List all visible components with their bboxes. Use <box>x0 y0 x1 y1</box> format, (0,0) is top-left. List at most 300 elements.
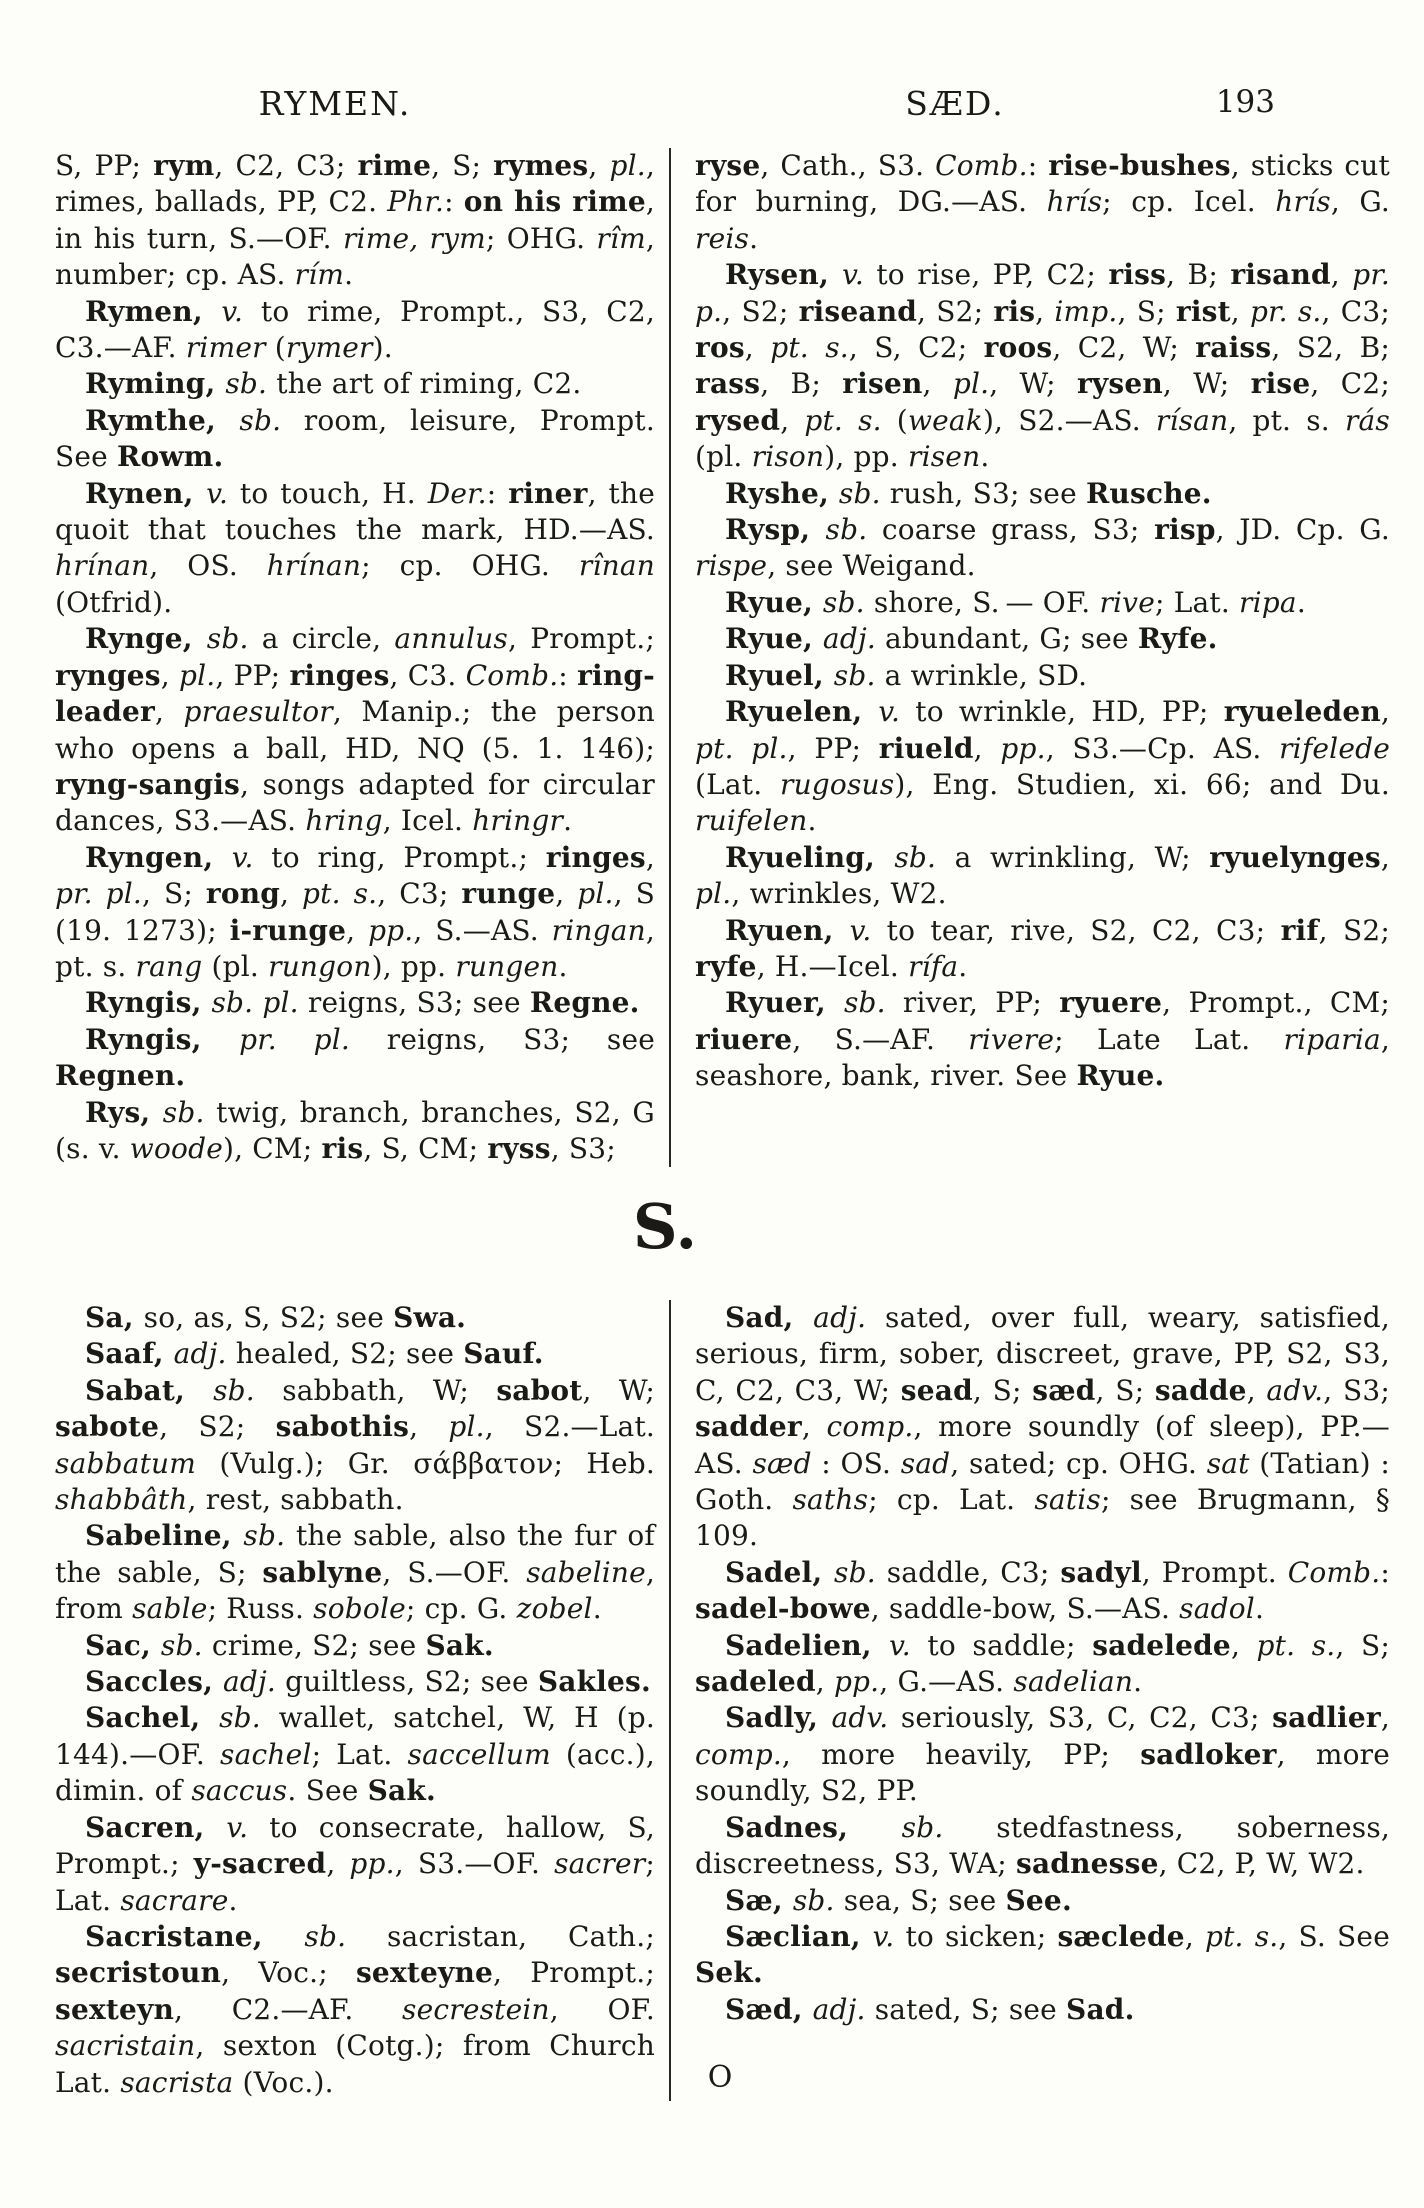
text-run: , H.—Icel. <box>756 949 909 983</box>
text-run: , <box>160 658 179 692</box>
bold-run: rong <box>205 877 281 911</box>
text-run: ), pp. <box>824 440 908 474</box>
italic-run: sacristain <box>55 2029 196 2063</box>
text-run: , <box>922 367 953 401</box>
text-run: to wrinkle, HD, PP; <box>900 695 1224 729</box>
bold-run: rise <box>1250 367 1311 401</box>
italic-run: pr. p. <box>695 258 1390 328</box>
italic-run: imp. <box>1054 294 1118 328</box>
bold-run: Sac, <box>85 1628 161 1662</box>
entry-saeclian <box>695 1919 1390 1992</box>
text-run: , number; cp. AS. <box>55 221 655 292</box>
text-run: , pt. s. <box>55 913 656 983</box>
bold-run: Sak. <box>367 1774 436 1808</box>
text-run: , <box>280 877 303 911</box>
text-run: , S2; <box>1318 913 1390 947</box>
italic-run: praesultor <box>183 695 333 729</box>
text-run: ; OHG. <box>485 221 597 255</box>
entry-sad <box>695 1300 1390 1555</box>
bold-run: ryfe <box>695 949 757 983</box>
italic-run: pp. <box>1000 731 1046 765</box>
italic-run: v. <box>842 258 864 292</box>
bold-run: See. <box>1005 1883 1072 1917</box>
text-run: wallet, satchel, W, H (p. 144).—OF. <box>55 1701 655 1771</box>
section-s-entries <box>55 1300 1390 2101</box>
bold-run: sadloker <box>1140 1737 1277 1771</box>
bold-run: rise-bushes <box>1048 149 1231 182</box>
entry-saccles <box>55 1664 655 1700</box>
entry-ryngen <box>55 840 655 986</box>
italic-run: pr. pl. <box>239 1022 351 1056</box>
italic-run: pt. s. <box>770 331 849 365</box>
text-run: , S; <box>1335 1628 1391 1662</box>
text-run: : <box>558 658 578 692</box>
bold-run: Sad, <box>725 1301 814 1334</box>
italic-run: rispe <box>695 549 768 583</box>
bold-run: Ryming, <box>85 367 226 401</box>
bold-run: i-runge <box>229 913 347 947</box>
section-letter-heading: S. <box>632 1190 698 1263</box>
text-run: , more heavily, PP; <box>781 1737 1141 1771</box>
text-run: abundant, G; see <box>875 622 1138 656</box>
text-run: sated, S; see <box>865 1992 1067 2026</box>
bold-run: sexteyne <box>355 1956 494 1990</box>
bold-run: sadeled <box>695 1665 816 1699</box>
italic-run: v. <box>889 1628 911 1662</box>
text-run: stedfastness, soberness, discreetness, S3, WA; <box>695 1810 1390 1881</box>
text-run: (acc.), dimin. of <box>55 1737 655 1808</box>
text-run: . <box>558 949 568 983</box>
text-run: , songs adapted for circular dances, S3.—AS. <box>55 767 655 838</box>
entry-rynge <box>55 621 655 839</box>
entry-rysen <box>695 257 1390 475</box>
entry-ryueling <box>695 840 1390 913</box>
text-run: (Otfrid). <box>55 585 173 619</box>
text-run: , Manip.; the person who opens a ball, HD, NQ (5. 1. 146); <box>55 695 655 765</box>
italic-run: pt. s. <box>302 877 378 911</box>
italic-run: hringr <box>472 804 564 838</box>
top-left-column <box>55 148 669 1167</box>
text-run: ; see Brugmann, § 109. <box>695 1483 1390 1553</box>
text-run: , C2, P, W, W2. <box>1158 1847 1365 1881</box>
text-run: ), S2.—AS. <box>982 403 1156 437</box>
italic-run: sat <box>1206 1446 1250 1480</box>
text-run: , <box>409 1410 449 1444</box>
text-run: , PP; <box>215 658 290 692</box>
text-run: ; cp. OHG. <box>361 549 579 583</box>
bold-run: sabot <box>496 1373 583 1407</box>
text-run: crime, S2; see <box>202 1628 426 1662</box>
italic-run: Der. <box>427 476 487 510</box>
text-run: , W; <box>1162 367 1251 401</box>
text-run: , S. See <box>1278 1919 1390 1953</box>
entry-ryngis-sb <box>55 985 655 1021</box>
text-run: , C2; <box>1310 367 1391 401</box>
text-run: ( <box>881 403 908 437</box>
text-run: , JD. Cp. G. <box>1215 513 1390 547</box>
bold-run: Swa. <box>393 1301 467 1334</box>
text-run: (Voc.). <box>233 2065 334 2099</box>
text-run: , B; <box>760 367 843 401</box>
italic-run: adj. <box>222 1665 276 1699</box>
bold-run: Rymen, <box>85 294 222 328</box>
bold-run: Ryuer, <box>725 986 844 1020</box>
italic-run: v. <box>878 695 901 729</box>
text-run: , S3.—Cp. AS. <box>1045 731 1280 765</box>
italic-run: zobel <box>516 1592 593 1626</box>
italic-run: sacrer <box>554 1847 646 1881</box>
entry-ryue-sb <box>695 585 1390 621</box>
bold-run: Ryuen, <box>725 913 850 947</box>
text-run: , from <box>55 1555 655 1626</box>
bold-run: ris <box>321 1131 364 1165</box>
bold-run: sadyl <box>1060 1555 1142 1589</box>
text-run: , seashore, bank, river. See <box>695 1022 1390 1093</box>
bold-run: risp <box>1154 513 1216 547</box>
entry-sachel <box>55 1700 655 1809</box>
text-run: , C2, C3; <box>214 149 358 182</box>
bold-run: Ryngis, <box>85 1022 240 1056</box>
bold-run: riuere <box>695 1022 793 1056</box>
italic-run: v. <box>872 1919 895 1953</box>
bold-run: rime <box>357 149 432 182</box>
text-run: : <box>444 185 464 219</box>
text-run: , see Weigand. <box>767 549 976 583</box>
bold-run: Ryshe, <box>725 476 839 510</box>
italic-run: sabeline <box>526 1555 646 1589</box>
italic-run: rím <box>294 258 345 292</box>
text-run: , S (19. 1273); <box>55 877 656 947</box>
entry-rynen <box>55 476 655 622</box>
italic-run: sb. <box>239 403 282 437</box>
text-run: , Prompt.; <box>507 622 655 656</box>
text-run: . <box>1133 1665 1143 1699</box>
text-run: , <box>588 149 610 182</box>
bold-run: Sachel, <box>85 1701 220 1735</box>
text-run: , C3. <box>389 658 466 692</box>
italic-run: Comb. <box>465 658 559 692</box>
italic-run: rîm <box>596 221 646 255</box>
text-run: . <box>980 440 990 474</box>
bold-run: Ryfe. <box>1137 622 1218 656</box>
bold-run: Ryue, <box>725 622 823 656</box>
text-run: a circle, <box>248 622 395 656</box>
text-run: guiltless, S2; see <box>275 1665 538 1699</box>
text-run: , B; <box>1166 258 1231 292</box>
italic-run: adv. <box>831 1701 889 1735</box>
entry-sadel <box>695 1555 1390 1628</box>
text-run: , sticks cut for burning, DG.—AS. <box>695 149 1390 219</box>
bold-run: runge <box>461 877 556 911</box>
bold-run: y-sacred <box>193 1847 327 1881</box>
text-run: so, as, S, S2; see <box>143 1301 394 1334</box>
italic-run: sachel <box>220 1737 312 1771</box>
bold-run: Sacren, <box>85 1810 227 1844</box>
bold-run: Sacristane, <box>85 1919 305 1953</box>
italic-run: ruifelen <box>695 804 808 838</box>
text-run: : <box>1027 149 1049 182</box>
bold-run: Regnen. <box>55 1059 186 1093</box>
text-run: , S3; <box>550 1131 616 1165</box>
bold-run: Sakles. <box>537 1665 651 1699</box>
text-run: , W; <box>989 367 1077 401</box>
italic-run: sable <box>132 1592 208 1626</box>
italic-run: v. <box>206 476 229 510</box>
text-run: to saddle; <box>910 1628 1093 1662</box>
text-run: , S; <box>142 877 206 911</box>
italic-run: saths <box>792 1483 869 1517</box>
italic-run: rive <box>1099 585 1155 619</box>
bold-run: sadder <box>695 1410 802 1444</box>
bold-run: rist <box>1175 294 1231 328</box>
italic-run: hrís <box>1046 185 1103 219</box>
text-run: , Voc.; <box>221 1956 356 1990</box>
bold-run: ros <box>695 331 745 365</box>
text-run: , <box>973 731 1001 765</box>
italic-run: sb. <box>825 513 868 547</box>
text-run: : <box>486 476 509 510</box>
entry-ryngis-pr <box>55 1022 655 1095</box>
italic-run: sabbatum <box>55 1446 197 1480</box>
bold-run: ryse <box>695 149 761 182</box>
text-run: ; Russ. <box>207 1592 314 1626</box>
italic-run: comp. <box>826 1410 914 1444</box>
text-run: , <box>815 1665 834 1699</box>
text-run: , Prompt., CM; <box>1162 986 1390 1020</box>
italic-run: sb. <box>792 1883 835 1917</box>
text-run: (pl. <box>202 949 269 983</box>
text-run: . <box>749 221 759 255</box>
bold-run: sead <box>900 1373 973 1407</box>
text-run: sabbath, W; <box>254 1373 497 1407</box>
text-run: , S3; <box>1323 1373 1390 1407</box>
text-run: to consecrate, hallow, S, Prompt.; <box>55 1810 656 1881</box>
italic-run: rymer <box>285 331 373 365</box>
italic-run: annulus <box>394 622 508 656</box>
text-run: , <box>1380 1701 1390 1735</box>
text-run: (pl. <box>695 440 752 474</box>
bold-run: Ryuelen, <box>725 695 879 729</box>
italic-run: saccellum <box>407 1737 551 1771</box>
bold-run: Ryuel, <box>725 658 834 692</box>
bold-run: sadnesse <box>1016 1847 1159 1881</box>
text-run: ; Heb. <box>553 1446 655 1480</box>
text-run: . See <box>287 1774 368 1808</box>
bold-run: sadelede <box>1092 1628 1231 1662</box>
text-run: to rise, PP, C2; <box>863 258 1109 292</box>
text-run: , the quoit that touches the mark, HD.—AS. <box>55 476 656 547</box>
entry-ryuen <box>695 913 1390 986</box>
text-run: ), pp. <box>371 949 456 983</box>
text-run: rush, S3; see <box>880 476 1086 510</box>
text-run: ; Lat. <box>55 1847 656 1917</box>
text-run: , <box>346 913 369 947</box>
italic-run: sæd <box>752 1446 812 1480</box>
italic-run: rás <box>1344 403 1390 437</box>
text-run: . <box>344 258 354 292</box>
bold-run: Rynge, <box>85 622 207 656</box>
italic-run: Comb. <box>935 149 1028 182</box>
text-run: , S2, B; <box>1271 331 1390 365</box>
text-run: , S2; <box>159 1410 276 1444</box>
italic-run: sb. <box>304 1919 347 1953</box>
entry-sadelien <box>695 1628 1390 1701</box>
bold-run: Rymthe, <box>85 403 240 437</box>
bold-run: Rysp, <box>725 513 826 547</box>
italic-run: v. <box>221 294 244 328</box>
text-run: , C2, W; <box>1052 331 1196 365</box>
text-run: ; cp. Lat. <box>868 1483 1035 1517</box>
italic-run: hrís <box>1275 185 1331 219</box>
italic-run: rison <box>751 440 825 474</box>
entry-ryuer <box>695 985 1390 1094</box>
bold-run: Sek. <box>695 1956 763 1990</box>
text-run: ( <box>265 331 286 365</box>
bold-run: rysen <box>1076 367 1163 401</box>
entry-sae <box>695 1883 1390 1919</box>
text-run: to sicken; <box>894 1919 1058 1953</box>
entry-sac <box>55 1628 655 1664</box>
bold-run: sadde <box>1154 1373 1247 1407</box>
italic-run: pt. s. <box>1256 1628 1336 1662</box>
italic-run: pl. <box>952 367 990 401</box>
text-run: room, leisure, Prompt. See <box>55 403 655 474</box>
italic-run: sb. <box>894 840 937 874</box>
bold-run: ringes <box>545 840 646 874</box>
text-run: twig, branch, branches, S2, G (s. v. <box>55 1095 655 1165</box>
bold-run: ryss <box>487 1131 551 1165</box>
italic-run: sb. <box>833 658 876 692</box>
italic-run: rungen <box>455 949 559 983</box>
text-run: : OS. <box>811 1446 901 1480</box>
italic-run: satis <box>1034 1483 1101 1517</box>
text-run: , <box>801 1410 827 1444</box>
italic-run: pl. <box>609 149 646 182</box>
text-run: ; Lat. <box>1154 585 1240 619</box>
text-run: , <box>326 1847 350 1881</box>
text-run: river, PP; <box>885 986 1060 1020</box>
bottom-left-column <box>55 1300 669 2101</box>
text-run: saddle, C3; <box>875 1555 1061 1589</box>
italic-run: sb. <box>901 1810 944 1844</box>
text-run: , S2; <box>917 294 994 328</box>
bold-run: sabote <box>55 1410 160 1444</box>
text-run: sated, over full, weary, satisfied, serious, firm, sober, discreet, grave, PP, S2, S3, C, C2, C3, W; <box>695 1301 1391 1407</box>
text-run: , G. <box>1330 185 1390 219</box>
italic-run: sb. <box>843 986 886 1020</box>
italic-run: rang <box>135 949 203 983</box>
italic-run: pl. <box>178 658 216 692</box>
italic-run: comp. <box>695 1737 782 1771</box>
entry-sadly <box>695 1700 1390 1809</box>
entry-sacren <box>55 1810 655 1919</box>
text-run: , <box>1230 1628 1257 1662</box>
italic-run: pl. <box>695 877 732 911</box>
text-run: ), Eng. Studien, xi. 66; and Du. <box>894 767 1390 801</box>
page-number: 193 <box>1215 84 1275 120</box>
bold-run: ryuelynges <box>1209 840 1381 874</box>
text-run: , S; <box>1117 294 1176 328</box>
bold-run: Rys, <box>85 1095 163 1129</box>
bold-run: riueld <box>878 731 974 765</box>
italic-run: sadol <box>1179 1592 1255 1626</box>
bold-run: rynges <box>55 658 161 692</box>
text-run: ), CM; <box>222 1131 322 1165</box>
text-run: , C2.—AF. <box>174 1992 403 2026</box>
entry-rys <box>55 1095 655 1168</box>
bold-run: sadlier <box>1272 1701 1381 1735</box>
text-run: ; cp. G. <box>405 1592 517 1626</box>
text-run: , sexton (Cotg.); from Church Lat. <box>55 2029 655 2099</box>
text-run: , <box>1184 1919 1205 1953</box>
italic-run: rísan <box>1155 403 1229 437</box>
text-run: (Lat. <box>695 767 780 801</box>
text-run: , <box>1330 258 1353 292</box>
entry-ryming <box>55 366 655 402</box>
entry-rymthe <box>55 403 655 476</box>
text-run: ). <box>372 331 393 365</box>
bold-run: Sæd, <box>725 1992 813 2026</box>
italic-run: rugosus <box>779 767 895 801</box>
text-run: coarse grass, S3; <box>867 513 1155 547</box>
running-head-right-title: SÆD. <box>905 84 1005 123</box>
italic-run: ringan <box>551 913 646 947</box>
entry-ryshe <box>695 476 1390 512</box>
text-run: healed, S2; see <box>226 1337 464 1371</box>
italic-run: sobole <box>313 1592 406 1626</box>
italic-run: rînan <box>578 549 655 583</box>
italic-run: sb. <box>822 585 865 619</box>
bold-run: ryuere <box>1059 986 1163 1020</box>
italic-run: sb. <box>225 367 268 401</box>
bold-run: rif <box>1280 913 1319 947</box>
entry-sa <box>55 1300 655 1336</box>
bold-run: rass <box>695 367 761 401</box>
italic-run: sb. <box>162 1095 205 1129</box>
text-run: , S; <box>1095 1373 1155 1407</box>
bold-run: Rusche. <box>1085 476 1212 510</box>
text-run: to tear, rive, S2, C2, C3; <box>871 913 1281 947</box>
italic-run: ripa <box>1239 585 1297 619</box>
italic-run: adj. <box>813 1301 867 1334</box>
text-run: , Prompt. <box>1141 1555 1288 1589</box>
printer-signature-mark: O <box>707 2060 733 2095</box>
italic-run: secrestein <box>402 1992 550 2026</box>
text-run: shore, S. — OF. <box>864 585 1100 619</box>
italic-run: rungon <box>268 949 372 983</box>
italic-run: Comb. <box>1287 1555 1381 1589</box>
text-run: , S; <box>972 1373 1033 1407</box>
bold-run: on his rime <box>463 185 646 219</box>
entry-ryuel <box>695 658 1390 694</box>
italic-run: sb. <box>160 1628 203 1662</box>
text-run: , <box>744 331 771 365</box>
italic-run: rimer <box>185 331 266 365</box>
bold-run: ryng-sangis <box>55 767 241 801</box>
text-run: , C3; <box>1321 294 1390 328</box>
italic-run: sb. <box>206 622 249 656</box>
running-head <box>55 84 1390 130</box>
text-run: S, PP; <box>55 149 154 182</box>
text-run: , S2.—Lat. <box>484 1410 655 1444</box>
text-run: , G.—AS. <box>879 1665 1014 1699</box>
bold-run: rym <box>153 149 215 182</box>
bold-run: Sabat, <box>85 1373 214 1407</box>
entry-saaf <box>55 1336 655 1372</box>
bold-run: rymes <box>493 149 589 182</box>
greek-run: σάββατον <box>413 1446 554 1480</box>
text-run: to touch, H. <box>228 476 428 510</box>
